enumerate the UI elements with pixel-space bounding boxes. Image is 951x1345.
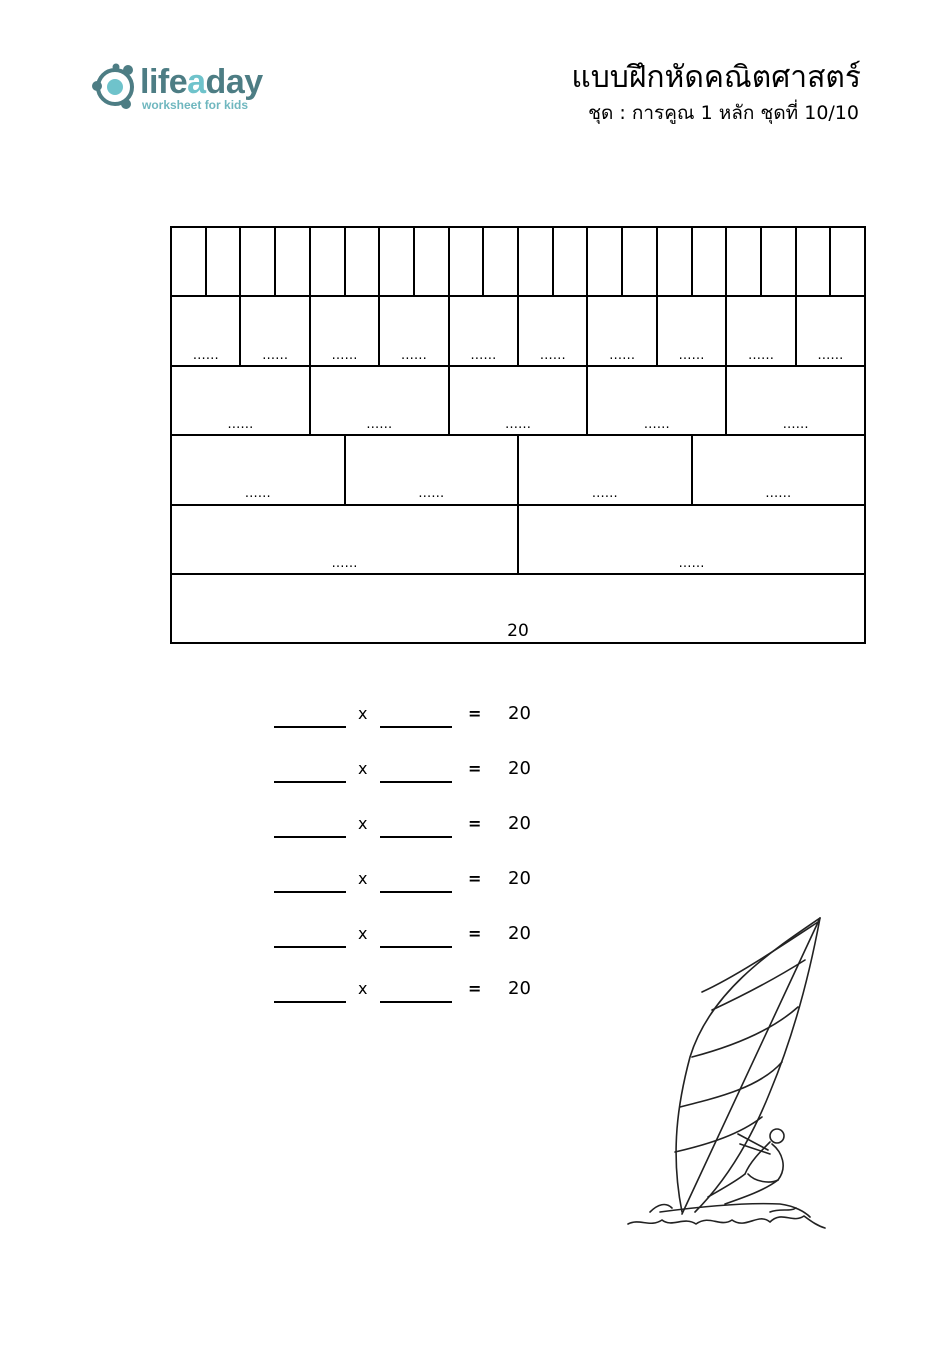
grid-row-4 (172, 434, 864, 504)
grid-row-5 (172, 504, 864, 574)
equals-sign: = (468, 759, 482, 778)
grid-cell[interactable] (415, 228, 450, 297)
factor-blank-1[interactable] (274, 726, 346, 728)
grid-cell[interactable] (311, 228, 346, 297)
grid-cell[interactable] (380, 228, 415, 297)
grid-cell[interactable] (484, 228, 519, 297)
factor-blank-2[interactable] (380, 836, 452, 838)
factor-blank-2[interactable] (380, 891, 452, 893)
factor-blank-1[interactable] (274, 836, 346, 838)
grid-cell[interactable]: …… (727, 297, 796, 366)
logo-tagline: worksheet for kids (142, 98, 249, 112)
factor-blank-1[interactable] (274, 1001, 346, 1003)
equals-sign: = (468, 869, 482, 888)
grid-cell[interactable] (519, 228, 554, 297)
grid-cell[interactable] (276, 228, 311, 297)
grid-total-cell: 20 (507, 621, 529, 641)
product-value: 20 (508, 923, 531, 944)
grid-cell[interactable] (658, 228, 693, 297)
equals-sign: = (468, 814, 482, 833)
grid-cell[interactable] (623, 228, 658, 297)
grid-cell[interactable] (831, 228, 864, 297)
equals-sign: = (468, 704, 482, 723)
worksheet-title: แบบฝึกหัดคณิตศาสตร์ (571, 60, 861, 95)
product-value: 20 (508, 868, 531, 889)
grid-cell[interactable]: …… (346, 436, 520, 504)
grid-row-3 (172, 365, 864, 435)
equation-row (274, 920, 574, 950)
windsurfer-illustration (620, 912, 835, 1237)
grid-cell[interactable]: …… (658, 297, 727, 366)
grid-cell[interactable]: …… (519, 297, 588, 366)
factor-blank-2[interactable] (380, 726, 452, 728)
equals-sign: = (468, 979, 482, 998)
grid-cell[interactable]: …… (172, 506, 519, 574)
grid-cell[interactable] (241, 228, 276, 297)
equation-row (274, 810, 574, 840)
grid-cell[interactable]: …… (380, 297, 449, 366)
factor-blank-2[interactable] (380, 1001, 452, 1003)
factor-blank-2[interactable] (380, 946, 452, 948)
grid-cell[interactable]: …… (765, 486, 792, 501)
times-sign: x (358, 979, 368, 998)
grid-cell[interactable]: …… (172, 367, 311, 435)
factor-blank-1[interactable] (274, 891, 346, 893)
grid-cell[interactable]: …… (588, 367, 727, 435)
times-sign: x (358, 759, 368, 778)
grid-cell[interactable] (346, 228, 381, 297)
grid-row-6 (172, 573, 864, 642)
grid-cell[interactable]: …… (519, 436, 693, 504)
grid-cell[interactable] (693, 228, 728, 297)
product-value: 20 (508, 978, 531, 999)
grid-cell[interactable]: …… (678, 556, 705, 571)
equation-row (274, 975, 574, 1005)
equation-row (274, 865, 574, 895)
grid-cell[interactable]: …… (172, 297, 241, 366)
equation-row (274, 700, 574, 730)
factor-blank-1[interactable] (274, 781, 346, 783)
multiplication-grid (170, 226, 866, 644)
times-sign: x (358, 869, 368, 888)
grid-cell[interactable]: …… (782, 417, 809, 432)
grid-cell[interactable]: …… (450, 367, 589, 435)
product-value: 20 (508, 813, 531, 834)
times-sign: x (358, 704, 368, 723)
grid-row-1 (172, 228, 864, 297)
grid-cell[interactable]: …… (817, 348, 844, 363)
grid-cell[interactable]: …… (172, 436, 346, 504)
factor-blank-2[interactable] (380, 781, 452, 783)
logo-wordmark: lifeaday (140, 63, 263, 101)
product-value: 20 (508, 758, 531, 779)
grid-cell[interactable] (554, 228, 589, 297)
worksheet-subtitle: ชุด : การคูณ 1 หลัก ชุดที่ 10/10 (588, 102, 859, 124)
lifeaday-logo (90, 60, 290, 120)
product-value: 20 (508, 703, 531, 724)
grid-cell[interactable] (797, 228, 832, 297)
grid-cell[interactable] (207, 228, 242, 297)
times-sign: x (358, 924, 368, 943)
grid-cell[interactable]: …… (311, 367, 450, 435)
equals-sign: = (468, 924, 482, 943)
equation-row (274, 755, 574, 785)
grid-cell[interactable]: …… (450, 297, 519, 366)
grid-row-2 (172, 295, 864, 366)
grid-cell[interactable] (172, 228, 207, 297)
grid-cell[interactable] (727, 228, 762, 297)
factor-blank-1[interactable] (274, 946, 346, 948)
grid-cell[interactable]: …… (241, 297, 310, 366)
times-sign: x (358, 814, 368, 833)
logo-molecule-icon (90, 60, 138, 112)
grid-cell[interactable]: …… (311, 297, 380, 366)
grid-cell[interactable] (762, 228, 797, 297)
grid-cell[interactable] (450, 228, 485, 297)
grid-cell[interactable] (588, 228, 623, 297)
grid-cell[interactable]: …… (588, 297, 657, 366)
